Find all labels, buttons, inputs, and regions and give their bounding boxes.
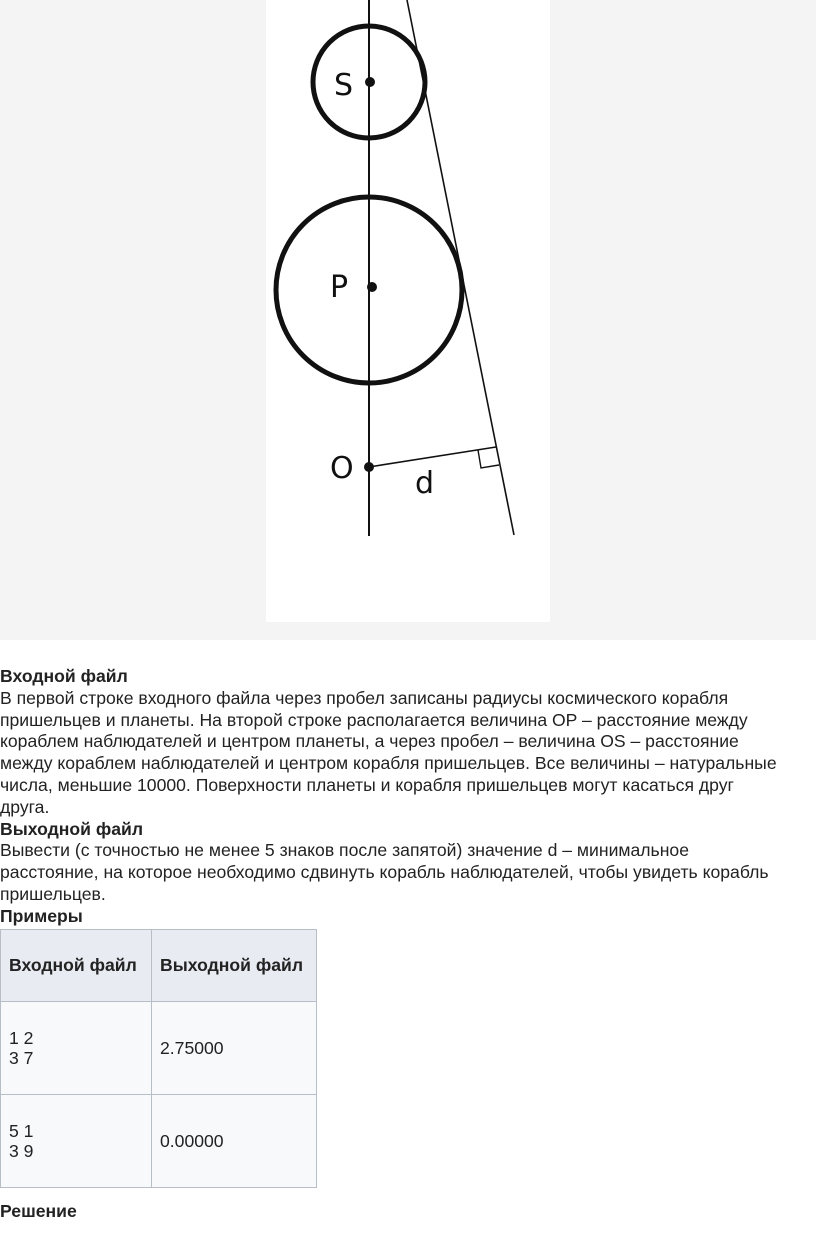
text-line: друга. <box>0 796 50 817</box>
point-s <box>365 77 375 87</box>
input-heading: Входной файл <box>0 666 128 686</box>
text-line: между кораблем наблюдателей и центром корабля пришельцев. Все величины – натуральные <box>0 753 777 774</box>
text-line: кораблем наблюдателей и центром планеты, а через пробел – величина OS – расстояние <box>0 731 739 752</box>
text-line: расстояние, на которое необходимо сдвинуть корабль наблюдателей, чтобы увидеть корабль <box>0 862 769 883</box>
text-line: числа, меньшие 10000. Поверхности планеты и корабля пришельцев могут касаться друг <box>0 774 734 795</box>
examples-table <box>0 929 317 1188</box>
example-output-cell: 2.75000 <box>152 1002 317 1095</box>
input-line: 5 1 <box>9 1121 34 1141</box>
input-line: 1 2 <box>9 1028 34 1048</box>
input-line: 3 9 <box>9 1141 34 1161</box>
label-d: d <box>415 466 435 501</box>
table-row <box>1 1002 317 1095</box>
example-output-cell: 0.00000 <box>152 1095 317 1188</box>
label-s: S <box>334 68 354 103</box>
distance-d-segment <box>369 447 496 467</box>
output-heading: Выходной файл <box>0 818 144 839</box>
examples-heading: Примеры <box>0 905 83 926</box>
column-header-output: Выходной файл <box>152 930 317 1002</box>
solution-heading: Решение <box>0 1201 77 1221</box>
point-p <box>367 282 377 292</box>
text-line: Вывести (с точностью не менее 5 знаков после запятой) значение d – минимальное <box>0 840 689 861</box>
text-line: пришельцев и планеты. На второй строке располагается величина OP – расстояние между <box>0 709 748 730</box>
problem-text <box>0 666 816 928</box>
text-line: В первой строке входного файла через пробел записаны радиусы космического корабля <box>0 687 729 708</box>
column-header-input: Входной файл <box>1 930 152 1002</box>
input-line: 3 7 <box>9 1048 34 1068</box>
example-input-cell <box>1 1095 152 1188</box>
label-p: P <box>330 270 349 305</box>
example-input-cell <box>1 1002 152 1095</box>
table-row <box>1 1095 317 1188</box>
input-description <box>0 688 816 819</box>
label-o: O <box>330 451 354 486</box>
text-line: пришельцев. <box>0 883 106 904</box>
table-header-row <box>1 930 317 1002</box>
output-description <box>0 840 816 905</box>
right-angle-mark <box>478 450 499 468</box>
